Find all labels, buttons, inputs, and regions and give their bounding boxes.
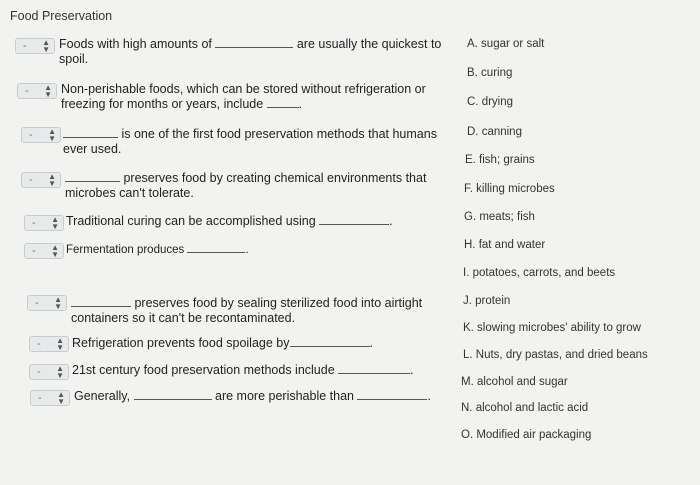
question-2-cont: freezing for months or years, include [61, 97, 264, 111]
answer-select-8[interactable] [29, 336, 69, 352]
question-1-text: Foods with high amounts of [59, 37, 212, 51]
question-6 [66, 242, 446, 258]
select-arrows-icon: ▲ ▼ [51, 215, 59, 231]
question-5-text: Traditional curing can be accomplished using [66, 214, 316, 228]
answer-select-5[interactable] [24, 215, 64, 231]
question-9-blank [338, 363, 410, 374]
question-3-text: is one of the first food preservation methods that humans [121, 127, 437, 141]
answer-select-2[interactable] [17, 83, 57, 99]
question-10-mid: are more perishable than [215, 389, 354, 403]
select-arrows-icon: ▲ ▼ [48, 127, 56, 143]
question-6-text: Fermentation produces [66, 244, 185, 256]
question-3 [63, 127, 453, 157]
question-10-blank-2 [357, 389, 427, 400]
answer-option: E. fish; grains [465, 154, 535, 166]
question-10-end: . [427, 389, 431, 403]
question-2 [61, 82, 451, 112]
select-arrows-icon: ▲ ▼ [54, 295, 62, 311]
answer-option: G. meats; fish [464, 211, 535, 223]
answer-option: H. fat and water [464, 239, 546, 251]
answer-select-1[interactable] [15, 38, 55, 54]
question-8-text: Refrigeration prevents food spoilage by [72, 336, 290, 350]
question-2-blank [267, 97, 299, 108]
page-title: Food Preservation [10, 9, 113, 23]
answer-option: F. killing microbes [464, 183, 555, 195]
question-5-end: . [389, 214, 393, 228]
answer-option: N. alcohol and lactic acid [461, 402, 589, 414]
question-3-blank [63, 127, 118, 138]
select-arrows-icon: ▲ ▼ [44, 83, 52, 99]
answer-select-3[interactable] [21, 127, 61, 143]
select-placeholder: - [37, 366, 41, 378]
question-7-cont: containers so it can't be recontaminated. [71, 311, 296, 325]
select-arrows-icon: ▲ ▼ [42, 38, 50, 54]
answer-option: D. canning [467, 126, 522, 138]
question-1-text-end: are usually the quickest to [296, 37, 442, 51]
select-placeholder: - [38, 392, 42, 404]
question-1-cont: spoil. [59, 52, 89, 66]
question-1-blank [215, 37, 293, 48]
select-arrows-icon: ▲ ▼ [57, 390, 65, 406]
question-4-text: preserves food by creating chemical environments that [123, 171, 427, 185]
select-arrows-icon: ▲ ▼ [56, 336, 64, 352]
select-arrows-icon: ▲ ▼ [51, 243, 59, 259]
question-5 [66, 214, 446, 229]
question-7 [71, 296, 451, 326]
select-placeholder: - [32, 245, 36, 257]
answer-select-4[interactable] [21, 172, 61, 188]
answer-option: B. curing [467, 67, 513, 79]
answer-option: J. protein [463, 295, 511, 307]
answer-select-6[interactable] [24, 243, 64, 259]
question-7-text: preserves food by sealing sterilized food into airtight [134, 296, 423, 310]
question-3-cont: ever used. [63, 142, 122, 156]
question-10-text: Generally, [74, 389, 131, 403]
select-placeholder: - [35, 297, 39, 309]
question-4-blank [65, 171, 120, 182]
answer-option: I. potatoes, carrots, and beets [463, 267, 616, 279]
answer-option: C. drying [467, 96, 514, 108]
select-arrows-icon: ▲ ▼ [48, 172, 56, 188]
select-placeholder: - [23, 40, 27, 52]
question-6-blank [187, 242, 245, 253]
question-9 [72, 363, 452, 378]
question-2-text: Non-perishable foods, which can be stored without refrigeration or [61, 82, 426, 96]
answer-select-7[interactable] [27, 295, 67, 311]
question-7-blank [71, 296, 131, 307]
question-9-text: 21st century food preservation methods include [72, 363, 335, 377]
select-placeholder: - [37, 338, 41, 350]
answer-select-10[interactable] [30, 390, 70, 406]
answer-option: A. sugar or salt [467, 38, 545, 50]
answer-option: K. slowing microbes' ability to grow [463, 322, 641, 334]
question-5-blank [319, 214, 389, 225]
question-6-end: . [245, 244, 249, 256]
select-placeholder: - [25, 85, 29, 97]
question-4 [65, 171, 445, 201]
question-10-blank-1 [134, 389, 212, 400]
select-placeholder: - [29, 129, 33, 141]
question-9-end: . [410, 363, 414, 377]
select-arrows-icon: ▲ ▼ [56, 364, 64, 380]
question-8 [72, 336, 452, 351]
answer-option: O. Modified air packaging [461, 429, 592, 441]
question-10 [74, 389, 454, 404]
answer-option: M. alcohol and sugar [461, 376, 568, 388]
question-2-end: . [298, 97, 303, 111]
question-8-blank [290, 336, 370, 347]
answer-select-9[interactable] [29, 364, 69, 380]
answer-option: L. Nuts, dry pastas, and dried beans [463, 349, 648, 361]
question-4-cont: microbes can't tolerate. [65, 186, 194, 200]
question-8-end: . [369, 336, 373, 350]
select-placeholder: - [29, 174, 33, 186]
question-1 [59, 37, 459, 67]
select-placeholder: - [32, 217, 36, 229]
